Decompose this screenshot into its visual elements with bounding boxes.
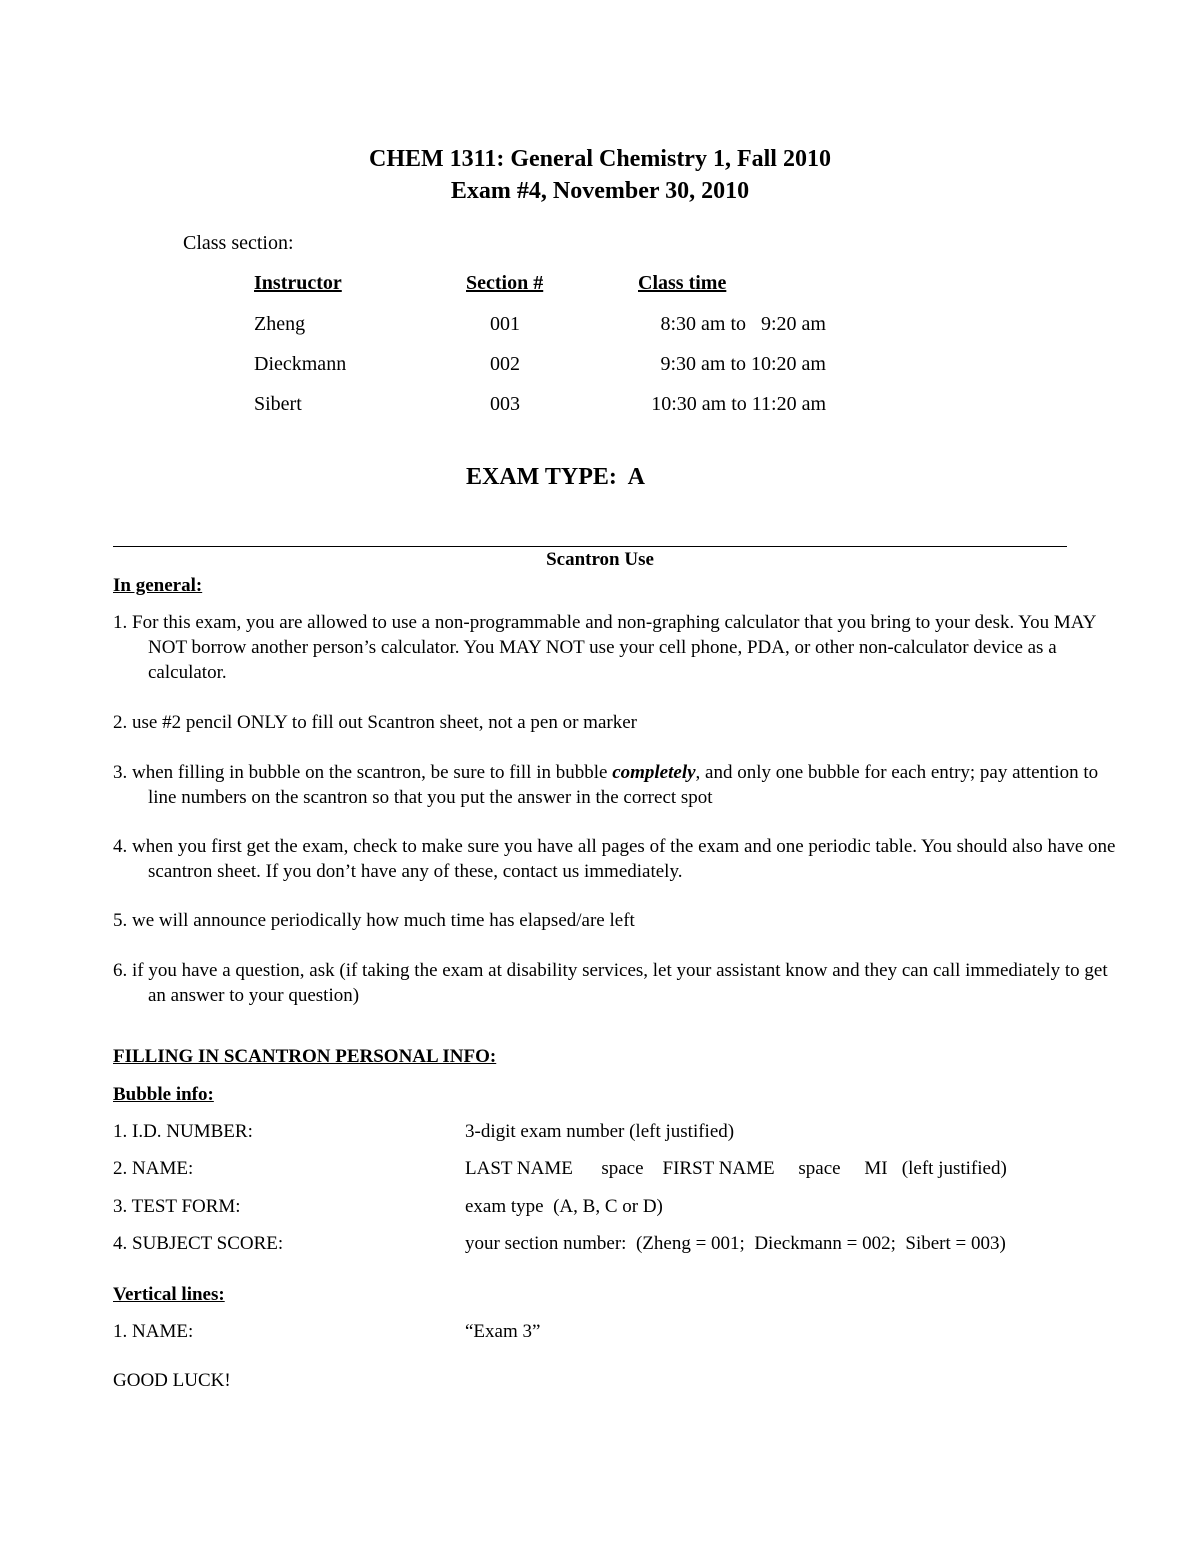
- course-title: CHEM 1311: General Chemistry 1, Fall 2010: [369, 146, 831, 172]
- info-label: 1. I.D. NUMBER:: [113, 1121, 253, 1142]
- info-label: 2. NAME:: [113, 1158, 194, 1179]
- section-cell: 002: [490, 353, 520, 375]
- section-cell: 003: [490, 393, 520, 415]
- table-row: [254, 353, 874, 381]
- list-item-number: 4.: [113, 836, 128, 857]
- list-item-number: 2.: [113, 712, 128, 733]
- list-item: [113, 834, 1128, 884]
- table-header-row: [254, 272, 874, 300]
- instructor-cell: Dieckmann: [254, 353, 347, 375]
- class-section-label: Class section:: [183, 232, 294, 254]
- list-item-text: when you first get the exam, check to make sure you have all pages of the exam and one periodic table. You should also have one scantron sheet. If you don’t have any of these, contact us immediately.: [132, 836, 1116, 882]
- list-item-text: when filling in bubble on the scantron, be sure to fill in bubble: [132, 762, 613, 783]
- instructor-cell: Sibert: [254, 393, 302, 415]
- exam-title: Exam #4, November 30, 2010: [450, 178, 750, 204]
- list-item-text-continued: , and only one bubble for each entry; pay attention to line numbers on the scantron so that you put the answer in the correct spot: [148, 762, 1099, 808]
- in-general-heading: In general:: [113, 575, 203, 596]
- instructor-cell: Zheng: [254, 313, 306, 335]
- info-value: your section number: (Zheng = 001; Dieckmann = 002; Sibert = 003): [465, 1233, 1006, 1254]
- list-item-number: 1.: [113, 612, 128, 633]
- bubble-info-heading: Bubble info:: [113, 1084, 214, 1105]
- list-item: [113, 610, 1128, 685]
- info-value: exam type (A, B, C or D): [465, 1196, 663, 1217]
- list-item: [113, 760, 1128, 810]
- personal-info-heading: FILLING IN SCANTRON PERSONAL INFO:: [113, 1046, 497, 1067]
- list-item: [113, 710, 1128, 735]
- horizontal-divider: [113, 546, 1067, 547]
- class-time-cell: 8:30 am to 9:20 am: [660, 313, 826, 335]
- info-value: “Exam 3”: [465, 1321, 541, 1342]
- info-value: 3-digit exam number (left justified): [465, 1121, 735, 1142]
- list-item-number: 3.: [113, 762, 128, 783]
- list-item-number: 5.: [113, 910, 128, 931]
- table-row: [254, 393, 874, 421]
- scantron-use-heading: Scantron Use: [546, 549, 654, 570]
- column-header-class-time: Class time: [638, 272, 727, 294]
- list-item: [113, 908, 1128, 933]
- info-label: 3. TEST FORM:: [113, 1196, 241, 1217]
- column-header-instructor: Instructor: [254, 272, 342, 294]
- table-row: [254, 313, 874, 341]
- list-item-text: use #2 pencil ONLY to fill out Scantron sheet, not a pen or marker: [132, 712, 637, 733]
- section-cell: 001: [490, 313, 520, 335]
- class-time-cell: 10:30 am to 11:20 am: [651, 393, 826, 415]
- info-label: 1. NAME:: [113, 1321, 194, 1342]
- list-item-text: For this exam, you are allowed to use a non-programmable and non-graphing calculator that you bring to your desk. You MAY NOT borrow another person’s calculator. You MAY NOT use your cell phone, PDA, or other non-calculator device as a calculator.: [132, 612, 1096, 683]
- column-header-section: Section #: [466, 272, 544, 294]
- list-item: [113, 958, 1128, 1008]
- list-item-number: 6.: [113, 960, 128, 981]
- info-value: LAST NAME space FIRST NAME space MI (left justified): [465, 1158, 1007, 1179]
- closing-text: GOOD LUCK!: [113, 1370, 231, 1391]
- info-label: 4. SUBJECT SCORE:: [113, 1233, 284, 1254]
- list-item-text: we will announce periodically how much time has elapsed/are left: [132, 910, 635, 931]
- vertical-lines-heading: Vertical lines:: [113, 1284, 225, 1305]
- emphasis-text: completely: [612, 762, 696, 783]
- class-time-cell: 9:30 am to 10:20 am: [660, 353, 826, 375]
- list-item-text: if you have a question, ask (if taking the exam at disability services, let your assistant know and they can call immediately to get an answer to your question): [132, 960, 1108, 1006]
- exam-type-heading: EXAM TYPE: A: [466, 464, 645, 490]
